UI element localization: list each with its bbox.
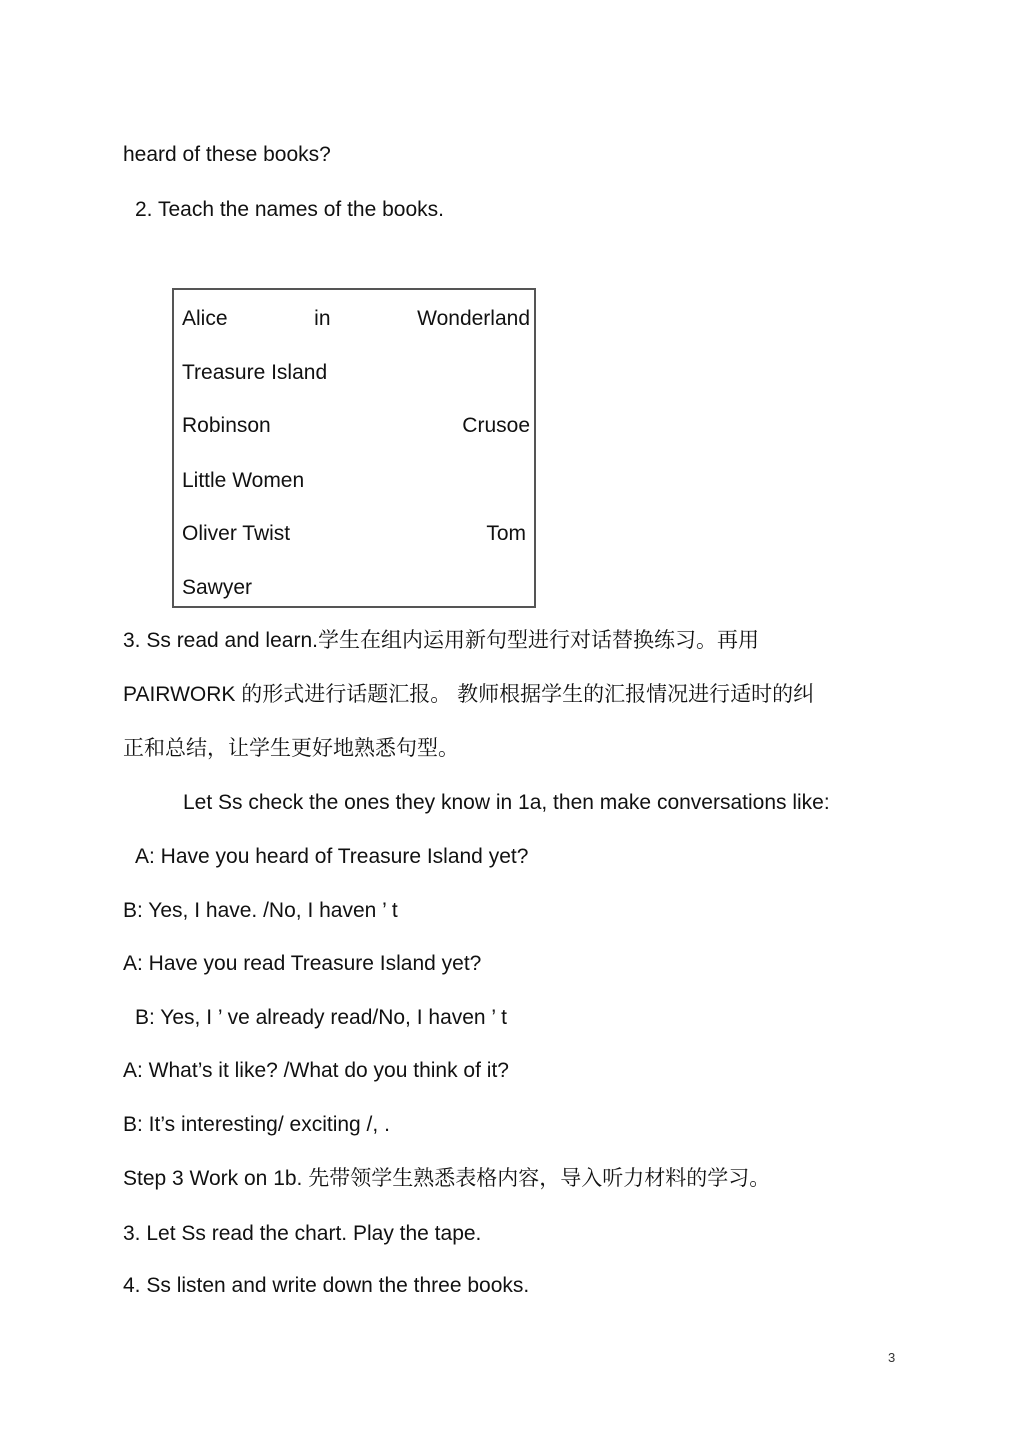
text-line-7: A: Have you heard of Treasure Island yet?	[135, 845, 529, 868]
books-box	[172, 288, 536, 608]
book-word: Tom	[486, 522, 526, 545]
text-line-3: 3. Ss read and learn.学生在组内运用新句型进行对话替换练习。再用	[123, 629, 759, 652]
text-line-12: B: It’s interesting/ exciting /, .	[123, 1113, 390, 1136]
book-row-6	[182, 575, 530, 601]
book-word: Crusoe	[462, 414, 530, 437]
text-line-2: 2. Teach the names of the books.	[135, 198, 444, 221]
book-row-2	[182, 360, 530, 386]
book-word: Oliver Twist	[182, 522, 291, 545]
text-line-13: Step 3 Work on 1b. 先带领学生熟悉表格内容，导入听力材料的学习。	[123, 1167, 771, 1190]
book-word: Alice	[182, 307, 228, 330]
text-line-9: A: Have you read Treasure Island yet?	[123, 952, 482, 975]
text-line-1: heard of these books?	[123, 143, 331, 166]
book-row-4	[182, 468, 530, 494]
book-word: Little Women	[182, 469, 305, 492]
text-line-10: B: Yes, I ’ ve already read/No, I haven ’ t	[135, 1006, 507, 1029]
text-line-15: 4. Ss listen and write down the three books.	[123, 1274, 530, 1297]
text-line-14: 3. Let Ss read the chart. Play the tape.	[123, 1222, 482, 1245]
book-row-3	[182, 413, 530, 439]
text-line-8: B: Yes, I have. /No, I haven ’ t	[123, 899, 398, 922]
text-line-5: 正和总结，让学生更好地熟悉句型。	[123, 737, 459, 760]
text-line-11: A: What’s it like? /What do you think of it?	[123, 1059, 509, 1082]
book-word: in	[314, 307, 331, 330]
book-row-1	[182, 306, 530, 332]
text-line-4: PAIRWORK 的形式进行话题汇报。 教师根据学生的汇报情况进行适时的纠	[123, 683, 815, 706]
book-word: Treasure Island	[182, 361, 328, 384]
book-word: Wonderland	[417, 307, 530, 330]
book-word: Robinson	[182, 414, 271, 437]
text-line-6: Let Ss check the ones they know in 1a, then make conversations like:	[183, 791, 830, 814]
page-number: 3	[888, 1350, 896, 1365]
book-row-5	[182, 521, 526, 547]
book-word: Sawyer	[182, 576, 253, 599]
